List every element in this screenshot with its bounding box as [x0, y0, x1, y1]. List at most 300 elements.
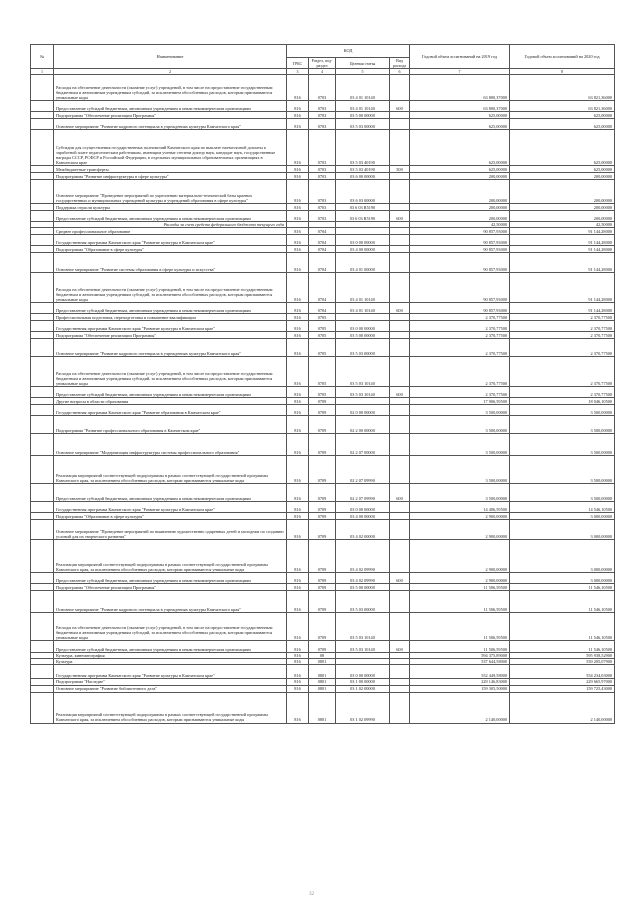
row-sum-2020-cell: 3 000,00000 [510, 513, 615, 520]
row-target-article-cell: 03 5 00 00000 [336, 332, 390, 339]
row-grbs-cell: 816 [287, 339, 309, 357]
row-sum-2019-cell: 2 370,77500 [410, 387, 510, 398]
row-num-cell [31, 692, 54, 723]
row-sum-2020-cell: 63 821,36000 [510, 75, 615, 101]
row-grbs-cell: 816 [287, 665, 309, 679]
header-sum-2020: Годовой объем ассигнований на 2020 год [510, 45, 615, 69]
table-row [31, 520, 615, 540]
row-expense-type-cell [390, 692, 410, 723]
row-name-cell: Реализация мероприятий соответствующей подпрограммы в рамках соответствующей государственной программы Камчатского края, за исключением обособленных расходов, которым присваиваются уникальные коды [54, 456, 287, 484]
row-grbs-cell: 816 [287, 685, 309, 692]
row-name-cell: Реализация мероприятий соответствующей подпрограммы в рамках соответствующей государственной программы Камчатского края, за исключением обособленных расходов, которым присваиваются уникальные коды [54, 540, 287, 573]
row-name-cell: Подпрограмма "Образование в сфере культуры" [54, 246, 287, 253]
row-num-cell [31, 665, 54, 679]
row-grbs-cell: 816 [287, 228, 309, 235]
row-name-cell: Подпрограмма "Развитие инфраструктуры в сфере культуры" [54, 173, 287, 180]
row-num-cell [31, 166, 54, 173]
row-section-cell: 0709 [309, 573, 336, 584]
row-section-cell: 0709 [309, 591, 336, 613]
row-sum-2019-cell: 625,00000 [410, 119, 510, 130]
row-expense-type-cell [390, 112, 410, 119]
table-row [31, 456, 615, 484]
table-row [31, 398, 615, 405]
row-expense-type-cell [390, 273, 410, 303]
row-grbs-cell: 816 [287, 246, 309, 253]
row-name-cell: Поддержка отрасли культуры [54, 204, 287, 211]
column-number: 3 [287, 69, 309, 75]
row-target-article-cell: 03 5 03 40190 [336, 130, 390, 166]
column-number: 7 [410, 69, 510, 75]
row-target-article-cell: 03 5 03 10140 [336, 641, 390, 653]
row-num-cell [31, 416, 54, 434]
row-name-cell: Основное мероприятие "Развитие системы образования в сфере культуры и искусства" [54, 253, 287, 273]
row-sum-2019-cell: 11 506,59500 [410, 613, 510, 641]
row-expense-type-cell [390, 405, 410, 416]
row-sum-2019-cell: 159 305,50000 [410, 685, 510, 692]
row-grbs-cell: 816 [287, 405, 309, 416]
row-sum-2019-cell: 229 146,83000 [410, 679, 510, 685]
row-grbs-cell: 816 [287, 387, 309, 398]
table-row [31, 314, 615, 321]
row-section-cell: 0709 [309, 513, 336, 520]
row-sum-2019-cell: 200,00000 [410, 173, 510, 180]
row-grbs-cell: 816 [287, 303, 309, 314]
row-sum-2019-cell: 42,50000 [410, 222, 510, 228]
row-target-article-cell: 03 4 00 00000 [336, 513, 390, 520]
row-target-article-cell: 03 4 00 00000 [336, 246, 390, 253]
row-section-cell: 0703 [309, 119, 336, 130]
table-row [31, 540, 615, 573]
column-number: 8 [510, 69, 615, 75]
row-sum-2020-cell: 3 000,00000 [510, 520, 615, 540]
row-section-cell: 0705 [309, 387, 336, 398]
row-grbs-cell: 816 [287, 321, 309, 332]
table-row [31, 434, 615, 456]
row-grbs-cell: 816 [287, 211, 309, 222]
row-grbs-cell: 816 [287, 591, 309, 613]
row-name-cell: Основное мероприятие "Развитие кадрового потенциала в учреждениях культуры Камчатского края" [54, 119, 287, 130]
header-sum-2019: Годовой объем ассигнований на 2019 год [410, 45, 510, 69]
row-name-cell: Подпрограмма "Обеспечение реализации Программы" [54, 112, 287, 119]
row-sum-2019-cell: 2 900,00000 [410, 513, 510, 520]
row-num-cell [31, 520, 54, 540]
row-target-article-cell: 03 4 02 09990 [336, 573, 390, 584]
row-target-article-cell: 02 2 07 00000 [336, 434, 390, 456]
row-name-cell: Культура [54, 659, 287, 665]
row-grbs-cell: 816 [287, 641, 309, 653]
row-section-cell: 0709 [309, 641, 336, 653]
row-sum-2019-cell: 90 857,93000 [410, 228, 510, 235]
row-name-cell: Реализация мероприятий соответствующей подпрограммы в рамках соответствующей государственной программы Камчатского края, за исключением обособленных расходов, которым присваиваются уникальные коды [54, 692, 287, 723]
row-name-cell: Государственная программа Камчатского края "Развитие культуры в Камчатском крае" [54, 321, 287, 332]
row-sum-2019-cell: 625,00000 [410, 112, 510, 119]
row-sum-2020-cell: 3 000,00000 [510, 573, 615, 584]
header-expense-type: Вид расхода [390, 58, 410, 69]
budget-table [30, 44, 615, 724]
row-sum-2019-cell: 3 500,00000 [410, 405, 510, 416]
row-section-cell: 0703 [309, 173, 336, 180]
table-row [31, 228, 615, 235]
row-section-cell: 0709 [309, 520, 336, 540]
row-grbs-cell: 816 [287, 434, 309, 456]
row-num-cell [31, 130, 54, 166]
table-row [31, 246, 615, 253]
row-target-article-cell: 03 5 03 00000 [336, 591, 390, 613]
table-row [31, 339, 615, 357]
row-section-cell: 0709 [309, 484, 336, 502]
row-sum-2020-cell: 3 000,00000 [510, 540, 615, 573]
row-expense-type-cell [390, 591, 410, 613]
table-row [31, 130, 615, 166]
row-sum-2019-cell: 200,00000 [410, 211, 510, 222]
row-name-cell: Расходы на обеспечение деятельности (оказание услуг) учреждений, в том числе на предоставление государственным бюджетным и автономным учреждениям субсидий, за исключением обособленных расходов, которым присваиваются уникальные коды [54, 75, 287, 101]
row-expense-type-cell [390, 685, 410, 692]
row-sum-2020-cell: 625,00000 [510, 112, 615, 119]
row-name-cell: Государственная программа Камчатского края "Развитие образования в Камчатском крае" [54, 405, 287, 416]
row-sum-2020-cell: 91 144,28000 [510, 235, 615, 246]
row-sum-2020-cell: 3 500,00000 [510, 416, 615, 434]
row-grbs-cell: 816 [287, 235, 309, 246]
table-row [31, 692, 615, 723]
header-name: Наименование [54, 45, 287, 69]
row-expense-type-cell [390, 314, 410, 321]
row-expense-type-cell [390, 253, 410, 273]
row-num-cell [31, 228, 54, 235]
row-section-cell: 0709 [309, 405, 336, 416]
table-row [31, 665, 615, 679]
header-num: № [31, 45, 54, 69]
row-section-cell: 0704 [309, 246, 336, 253]
row-section-cell: 0703 [309, 166, 336, 173]
row-target-article-cell: 03 5 00 00000 [336, 112, 390, 119]
row-sum-2020-cell: 91 144,28000 [510, 273, 615, 303]
row-sum-2020-cell: 18 046,10500 [510, 398, 615, 405]
row-num-cell [31, 173, 54, 180]
row-expense-type-cell: 600 [390, 573, 410, 584]
row-expense-type-cell [390, 228, 410, 235]
row-section-cell: 0709 [309, 456, 336, 484]
row-sum-2019-cell: 63 800,37000 [410, 101, 510, 112]
table-row [31, 173, 615, 180]
table-row [31, 591, 615, 613]
row-target-article-cell: 03 6 03 R5190 [336, 204, 390, 211]
row-target-article-cell: 03 5 03 10140 [336, 387, 390, 398]
row-sum-2020-cell: 625,00000 [510, 166, 615, 173]
row-num-cell [31, 456, 54, 484]
row-num-cell [31, 101, 54, 112]
row-sum-2019-cell: 63 800,37000 [410, 75, 510, 101]
row-section-cell: 0709 [309, 540, 336, 573]
row-expense-type-cell [390, 502, 410, 513]
row-sum-2019-cell: 2 370,77500 [410, 332, 510, 339]
row-sum-2019-cell: 3 500,00000 [410, 434, 510, 456]
row-target-article-cell: 03 4 01 10140 [336, 273, 390, 303]
table-body [31, 75, 615, 723]
row-target-article-cell: 03 5 03 10140 [336, 613, 390, 641]
row-name-cell: Предоставление субсидий бюджетным, автономным учреждениям и иным некоммерческим организациям [54, 303, 287, 314]
header-code-group: КОД [287, 45, 410, 58]
row-sum-2020-cell: 91 144,28000 [510, 246, 615, 253]
row-target-article-cell: 03 5 03 00000 [336, 339, 390, 357]
row-name-cell: Предоставление субсидий бюджетным, автономным учреждениям и иным некоммерческим организациям [54, 387, 287, 398]
table-row [31, 321, 615, 332]
row-num-cell [31, 434, 54, 456]
row-sum-2020-cell: 2 370,77500 [510, 339, 615, 357]
row-num-cell [31, 398, 54, 405]
row-grbs-cell: 816 [287, 332, 309, 339]
row-num-cell [31, 180, 54, 204]
header-section: Раздел, под- раздел [309, 58, 336, 69]
row-sum-2019-cell: 625,00000 [410, 166, 510, 173]
row-grbs-cell: 816 [287, 398, 309, 405]
row-name-cell: Основное мероприятие "Проведение мероприятий по выявлению художественно одаренных детей и молодежи по созданию условий для их творческого развития" [54, 520, 287, 540]
row-name-cell: Государственная программа Камчатского края "Развитие культуры в Камчатском крае" [54, 235, 287, 246]
table-row [31, 584, 615, 591]
row-expense-type-cell [390, 119, 410, 130]
row-section-cell: 0705 [309, 332, 336, 339]
row-section-cell: 0709 [309, 584, 336, 591]
row-grbs-cell: 816 [287, 484, 309, 502]
row-target-article-cell [336, 314, 390, 321]
row-section-cell: 0703 [309, 75, 336, 101]
row-grbs-cell: 816 [287, 204, 309, 211]
row-section-cell: 0709 [309, 398, 336, 405]
row-target-article-cell: 03 4 01 10140 [336, 75, 390, 101]
row-sum-2020-cell: 3 500,00000 [510, 484, 615, 502]
row-name-cell: Среднее профессиональное образование [54, 228, 287, 235]
row-sum-2019-cell: 11 506,59500 [410, 591, 510, 613]
row-target-article-cell: 03 1 02 09990 [336, 692, 390, 723]
row-section-cell: 0801 [309, 659, 336, 665]
row-num-cell [31, 75, 54, 101]
row-name-cell: Предоставление субсидий бюджетным, автономным учреждениям и иным некоммерческим организациям [54, 573, 287, 584]
row-sum-2020-cell: 200,00000 [510, 204, 615, 211]
row-sum-2019-cell: 2 900,00000 [410, 540, 510, 573]
row-expense-type-cell [390, 513, 410, 520]
row-grbs-cell: 816 [287, 573, 309, 584]
row-sum-2020-cell: 63 821,36000 [510, 101, 615, 112]
row-target-article-cell: 02 2 00 00000 [336, 416, 390, 434]
row-sum-2019-cell: 200,00000 [410, 180, 510, 204]
row-section-cell: 0704 [309, 273, 336, 303]
row-section-cell: 0704 [309, 228, 336, 235]
row-sum-2019-cell: 17 906,59500 [410, 398, 510, 405]
row-num-cell [31, 484, 54, 502]
table-row [31, 484, 615, 502]
row-sum-2020-cell: 2 370,77500 [510, 387, 615, 398]
table-row [31, 112, 615, 119]
row-grbs-cell: 816 [287, 692, 309, 723]
row-num-cell [31, 253, 54, 273]
row-name-cell: Государственная программа Камчатского края "Развитие культуры в Камчатском крае" [54, 502, 287, 513]
table-row [31, 180, 615, 204]
row-target-article-cell: 03 5 00 00000 [336, 584, 390, 591]
table-row [31, 166, 615, 173]
row-grbs-cell: 816 [287, 513, 309, 520]
row-section-cell: 0801 [309, 665, 336, 679]
row-grbs-cell: 816 [287, 679, 309, 685]
column-number: 4 [309, 69, 336, 75]
table-row [31, 204, 615, 211]
row-sum-2019-cell: 90 857,93000 [410, 273, 510, 303]
row-expense-type-cell [390, 246, 410, 253]
row-expense-type-cell [390, 416, 410, 434]
row-name-cell: Предоставление субсидий бюджетным, автономным учреждениям и иным некоммерческим организациям [54, 101, 287, 112]
row-num-cell [31, 211, 54, 222]
row-sum-2019-cell: 3 500,00000 [410, 416, 510, 434]
row-sum-2019-cell: 537 644,58000 [410, 659, 510, 665]
table-row [31, 357, 615, 387]
row-sum-2019-cell: 2 370,77500 [410, 357, 510, 387]
row-sum-2020-cell: 3 500,00000 [510, 405, 615, 416]
row-name-cell: Основное мероприятие "Развитие библиотечного дела" [54, 685, 287, 692]
row-grbs-cell: 816 [287, 130, 309, 166]
row-num-cell [31, 591, 54, 613]
row-num-cell [31, 339, 54, 357]
row-sum-2019-cell: 200,00000 [410, 204, 510, 211]
table-row [31, 387, 615, 398]
row-section-cell: 0801 [309, 692, 336, 723]
row-expense-type-cell [390, 75, 410, 101]
row-grbs-cell: 816 [287, 180, 309, 204]
row-section-cell: 0703 [309, 180, 336, 204]
row-expense-type-cell [390, 520, 410, 540]
table-row [31, 405, 615, 416]
row-sum-2020-cell: 11 546,10500 [510, 641, 615, 653]
row-grbs-cell: 816 [287, 101, 309, 112]
row-section-cell: 0705 [309, 357, 336, 387]
column-number: 6 [390, 69, 410, 75]
row-num-cell [31, 303, 54, 314]
row-sum-2019-cell: 2 900,00000 [410, 573, 510, 584]
row-num-cell [31, 584, 54, 591]
header-grbs: ГРБС [287, 58, 309, 69]
row-target-article-cell: 03 0 00 00000 [336, 321, 390, 332]
row-grbs-cell: 816 [287, 502, 309, 513]
row-name-cell: Профессиональная подготовка, переподготовка и повышение квалификации [54, 314, 287, 321]
row-section-cell: 0704 [309, 253, 336, 273]
row-sum-2020-cell: 2 370,77500 [510, 321, 615, 332]
row-sum-2020-cell: 200,00000 [510, 180, 615, 204]
row-num-cell [31, 405, 54, 416]
row-expense-type-cell [390, 613, 410, 641]
row-grbs-cell: 816 [287, 166, 309, 173]
row-name-cell: Подпрограмма "Образование в сфере культуры" [54, 513, 287, 520]
row-name-cell: Основное мероприятие "Развитие кадрового потенциала в учреждениях культуры Камчатского края" [54, 339, 287, 357]
row-expense-type-cell [390, 321, 410, 332]
row-target-article-cell: 03 4 02 00000 [336, 520, 390, 540]
row-name-cell: Государственная программа Камчатского края "Развитие культуры в Камчатском крае" [54, 665, 287, 679]
row-target-article-cell: 03 6 00 00000 [336, 173, 390, 180]
row-sum-2020-cell: 11 546,10500 [510, 584, 615, 591]
row-name-cell: Предоставление субсидий бюджетным, автономным учреждениям и иным некоммерческим организациям [54, 211, 287, 222]
row-section-cell: 0704 [309, 303, 336, 314]
row-sum-2020-cell: 11 546,10500 [510, 591, 615, 613]
row-num-cell [31, 112, 54, 119]
column-number: 1 [31, 69, 54, 75]
row-target-article-cell: 03 1 00 00000 [336, 679, 390, 685]
row-target-article-cell: 02 0 00 00000 [336, 405, 390, 416]
row-num-cell [31, 357, 54, 387]
row-num-cell [31, 613, 54, 641]
table-row [31, 613, 615, 641]
row-section-cell: 0703 [309, 211, 336, 222]
row-name-cell: Основное мероприятие "Развитие кадрового потенциала в учреждениях культуры Камчатского края" [54, 591, 287, 613]
row-sum-2020-cell: 200,00000 [510, 211, 615, 222]
row-section-cell: 0703 [309, 130, 336, 166]
row-expense-type-cell: 500 [390, 166, 410, 173]
table-row [31, 685, 615, 692]
table-row [31, 513, 615, 520]
page-number: 32 [309, 892, 314, 897]
row-name-cell: Расходы на обеспечение деятельности (оказание услуг) учреждений, в том числе на предоставление государственным бюджетным и автономным учреждениям субсидий, за исключением обособленных расходов, которым присваиваются уникальные коды [54, 357, 287, 387]
row-sum-2019-cell: 3 500,00000 [410, 484, 510, 502]
row-grbs-cell: 816 [287, 659, 309, 665]
row-name-cell: Предоставление субсидий бюджетным, автономным учреждениям и иным некоммерческим организациям [54, 641, 287, 653]
table-row [31, 119, 615, 130]
row-num-cell [31, 204, 54, 211]
budget-table-sheet [30, 44, 614, 724]
row-name-cell: Субсидии для осуществления государственных полномочий Камчатского края по выплате ежемесячной доплаты к заработной плате педагогическим работникам, имеющим ученые степени доктор наук, кандидат наук, государственные награды СССР, РСФСР и Российской Федерации, в отдельных муниципальных образовательных организациях в Камчатском крае [54, 130, 287, 166]
row-target-article-cell: 03 6 03 00000 [336, 180, 390, 204]
row-sum-2020-cell: 2 140,00000 [510, 692, 615, 723]
row-sum-2019-cell: 625,00000 [410, 130, 510, 166]
row-sum-2020-cell: 595 938,52900 [510, 653, 615, 659]
row-sum-2020-cell: 2 370,77500 [510, 332, 615, 339]
row-expense-type-cell [390, 540, 410, 573]
row-section-cell: 08 [309, 653, 336, 659]
row-num-cell [31, 119, 54, 130]
row-sum-2019-cell: 2 370,77500 [410, 321, 510, 332]
row-grbs-cell: 816 [287, 584, 309, 591]
column-number: 2 [54, 69, 287, 75]
table-row [31, 253, 615, 273]
row-grbs-cell: 816 [287, 357, 309, 387]
table-row [31, 273, 615, 303]
row-num-cell [31, 246, 54, 253]
row-sum-2019-cell: 14 406,59500 [410, 502, 510, 513]
row-name-cell: Основное мероприятие "Модернизация инфраструктуры системы профессионального образования" [54, 434, 287, 456]
row-target-article-cell: 03 5 03 40190 [336, 166, 390, 173]
row-section-cell: 0801 [309, 685, 336, 692]
table-row [31, 211, 615, 222]
row-sum-2019-cell: 11 506,59500 [410, 641, 510, 653]
row-target-article-cell: 03 1 02 00000 [336, 685, 390, 692]
row-sum-2020-cell: 42,50000 [510, 222, 615, 228]
row-sum-2020-cell: 3 500,00000 [510, 456, 615, 484]
row-expense-type-cell: 600 [390, 211, 410, 222]
row-expense-type-cell [390, 235, 410, 246]
column-number: 5 [336, 69, 390, 75]
row-name-cell: Другие вопросы в области образования [54, 398, 287, 405]
row-sum-2020-cell: 14 546,10500 [510, 502, 615, 513]
row-num-cell [31, 387, 54, 398]
row-num-cell [31, 513, 54, 520]
row-target-article-cell: 03 0 00 00000 [336, 665, 390, 679]
row-section-cell: 0704 [309, 235, 336, 246]
row-name-cell: Расходы за счет средств федерального бюджета текущего года [54, 222, 287, 228]
row-expense-type-cell [390, 584, 410, 591]
row-grbs-cell: 816 [287, 540, 309, 573]
row-expense-type-cell [390, 332, 410, 339]
row-section-cell: 0709 [309, 416, 336, 434]
row-sum-2020-cell: 625,00000 [510, 119, 615, 130]
row-section-cell: 0703 [309, 112, 336, 119]
row-num-cell [31, 332, 54, 339]
row-grbs-cell: 816 [287, 112, 309, 119]
row-name-cell: Подпрограмма "Обеспечение реализации Программы" [54, 584, 287, 591]
table-row [31, 303, 615, 314]
